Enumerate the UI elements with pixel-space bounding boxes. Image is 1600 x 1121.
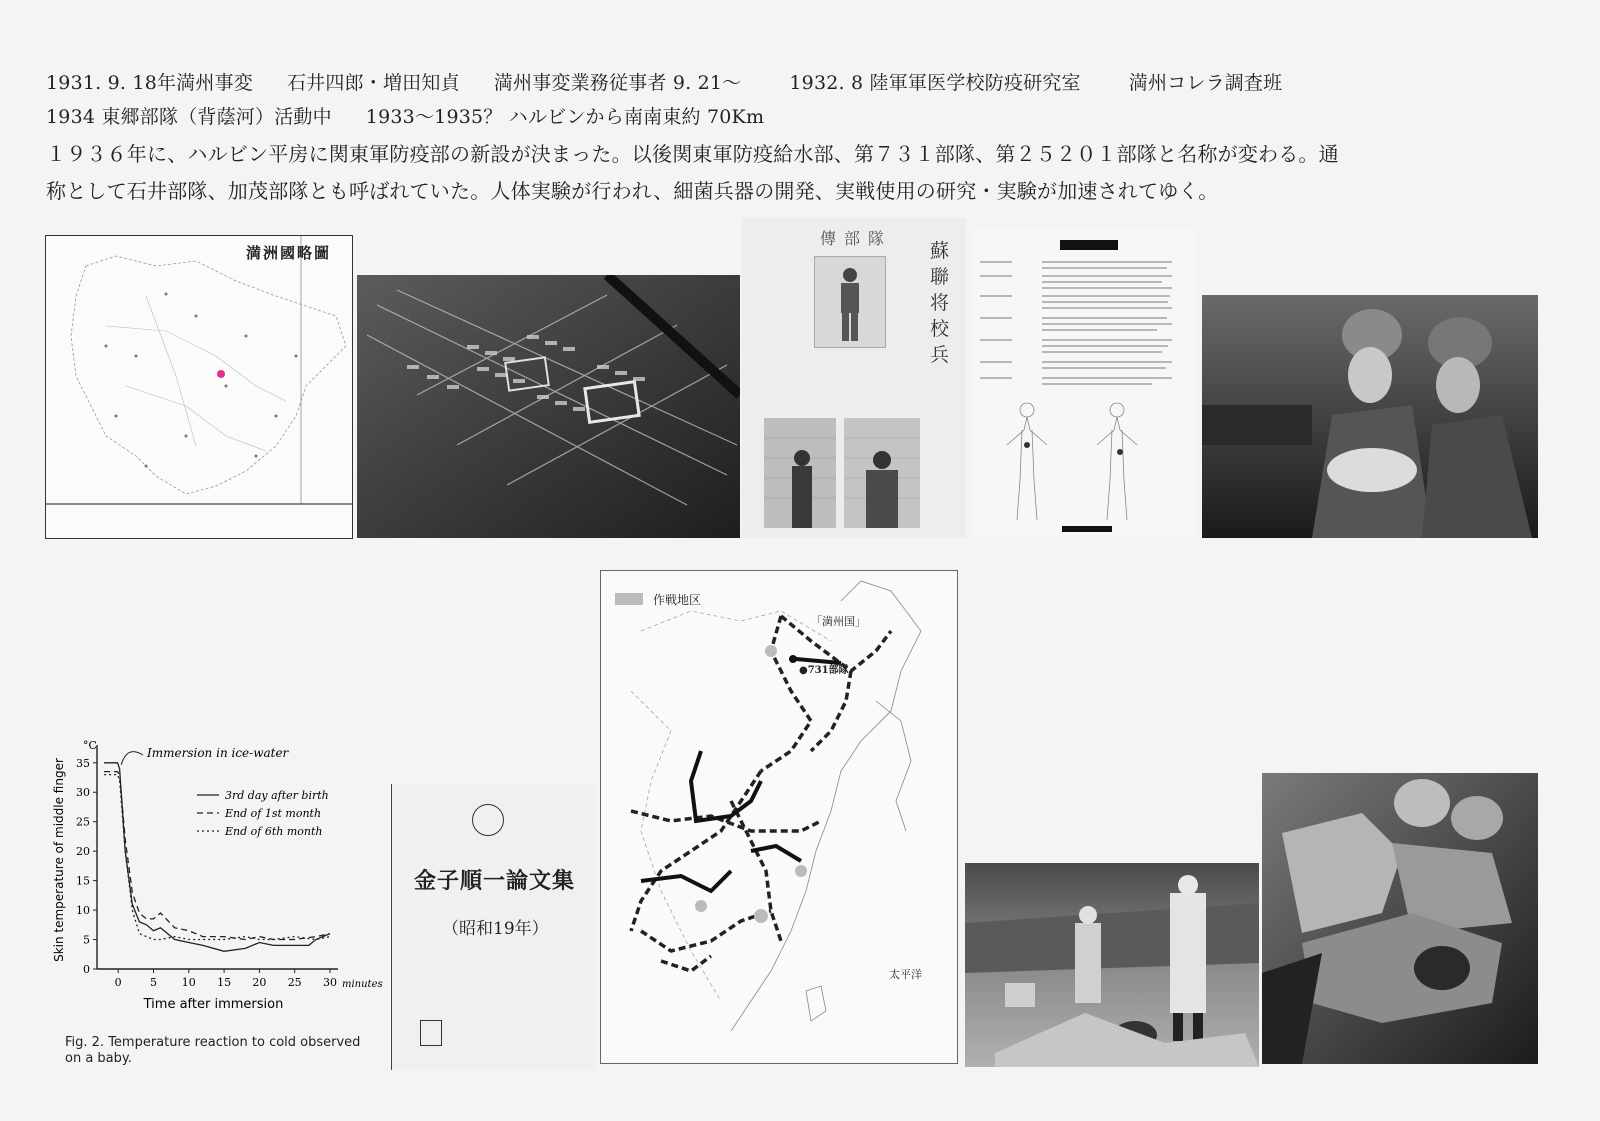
x-tick-label: 30	[323, 976, 337, 989]
figure-caption: Fig. 2. Temperature reaction to cold observed on a baby.	[65, 1035, 361, 1066]
legend-label: 3rd day after birth	[225, 789, 329, 802]
portrait-document	[742, 218, 966, 538]
paragraph-line-2: 称として石井部隊、加茂部隊とも呼ばれていた。人体実験が行われ、細菌兵器の開発、実戦使用の研究・実験が加速されてゆく。	[46, 179, 1219, 203]
y-tick-label: 35	[76, 756, 90, 770]
surgery-photo	[1262, 773, 1538, 1064]
portrait-photo-full	[814, 256, 886, 348]
unit-731-marker-icon	[789, 655, 797, 663]
aerial-photo	[357, 275, 740, 538]
y-tick-label: 15	[76, 874, 90, 888]
temperature-chart-panel	[45, 733, 385, 1073]
y-tick-label: 0	[83, 963, 90, 976]
manchukuo-map	[45, 235, 353, 539]
x-axis-title: Time after immersion	[143, 997, 284, 1012]
manchukuo-label: 「満州国」	[811, 615, 866, 628]
operations-map	[600, 570, 958, 1064]
men-photo	[1202, 295, 1538, 538]
y-tick-label: 25	[76, 815, 90, 829]
legend-label: End of 1st month	[225, 807, 322, 820]
header-item: 満州事変業務従事者 9. 21～	[493, 72, 742, 94]
x-tick-label: 10	[181, 976, 196, 989]
temperature-chart	[45, 733, 385, 1013]
typed-report	[972, 230, 1197, 535]
x-tick-label: 0	[114, 976, 122, 989]
book-cover	[391, 784, 595, 1070]
x-tick-label: 5	[149, 976, 157, 989]
x-tick-label: 20	[252, 976, 267, 989]
header-item: 1934 東郷部隊（背蔭河）活動中	[46, 106, 332, 128]
document-heading: 傳部隊	[820, 229, 893, 248]
x-unit-label: minutes	[342, 979, 383, 990]
unit-731-label: ●731部隊	[799, 665, 849, 676]
y-unit-label: °C	[83, 739, 97, 752]
y-tick-label: 30	[76, 786, 90, 800]
map-legend-swatch	[615, 593, 643, 605]
header-line-1	[46, 68, 1282, 95]
document-side-text: 蘇聯将校兵	[930, 240, 950, 366]
header-item: 満州コレラ調査班	[1128, 72, 1283, 94]
header-line-2	[46, 102, 764, 129]
legend-label: End of 6th month	[225, 825, 323, 838]
paragraph-line-1: １９３６年に、ハルビン平房に関東軍防疫部の新設が決まった。以後関東軍防疫給水部、第７３１部隊、第２５２０１部隊と名称が変わる。通	[46, 142, 1339, 166]
map-title: 満洲國略圖	[246, 244, 332, 262]
x-tick-label: 25	[287, 976, 302, 989]
y-axis-title: Skin temperature of middle finger	[52, 758, 66, 962]
map-marker-icon	[217, 370, 225, 378]
header-item: 1933～1935？ ハルビンから南南東約 70Km	[365, 106, 765, 128]
book-title: 金子順一論文集	[414, 868, 576, 894]
pacific-label: 太平洋	[889, 968, 922, 981]
annotation-label: Immersion in ice-water	[147, 746, 289, 760]
annotation-arrow	[121, 752, 143, 765]
book-subtitle: （昭和19年）	[442, 919, 549, 939]
header-item: 1931. 9. 18年満州事変	[46, 72, 253, 94]
map-legend-label: 作戦地区	[653, 593, 702, 607]
header-item: 1932. 8 陸軍軍医学校防疫研究室	[789, 72, 1081, 94]
book-stamp-icon	[420, 1020, 442, 1046]
y-tick-label: 5	[83, 933, 90, 947]
portrait-photo-profile	[764, 418, 836, 528]
field-experiment-photo	[965, 863, 1259, 1067]
y-tick-label: 10	[76, 904, 90, 918]
map-outline	[46, 236, 352, 538]
x-tick-label: 15	[217, 976, 232, 989]
y-tick-label: 20	[76, 845, 90, 859]
header-item: 石井四郎・増田知貞	[286, 72, 460, 94]
redaction-bar	[1060, 240, 1118, 250]
book-seal-icon	[472, 804, 504, 836]
portrait-photo-front	[844, 418, 920, 528]
